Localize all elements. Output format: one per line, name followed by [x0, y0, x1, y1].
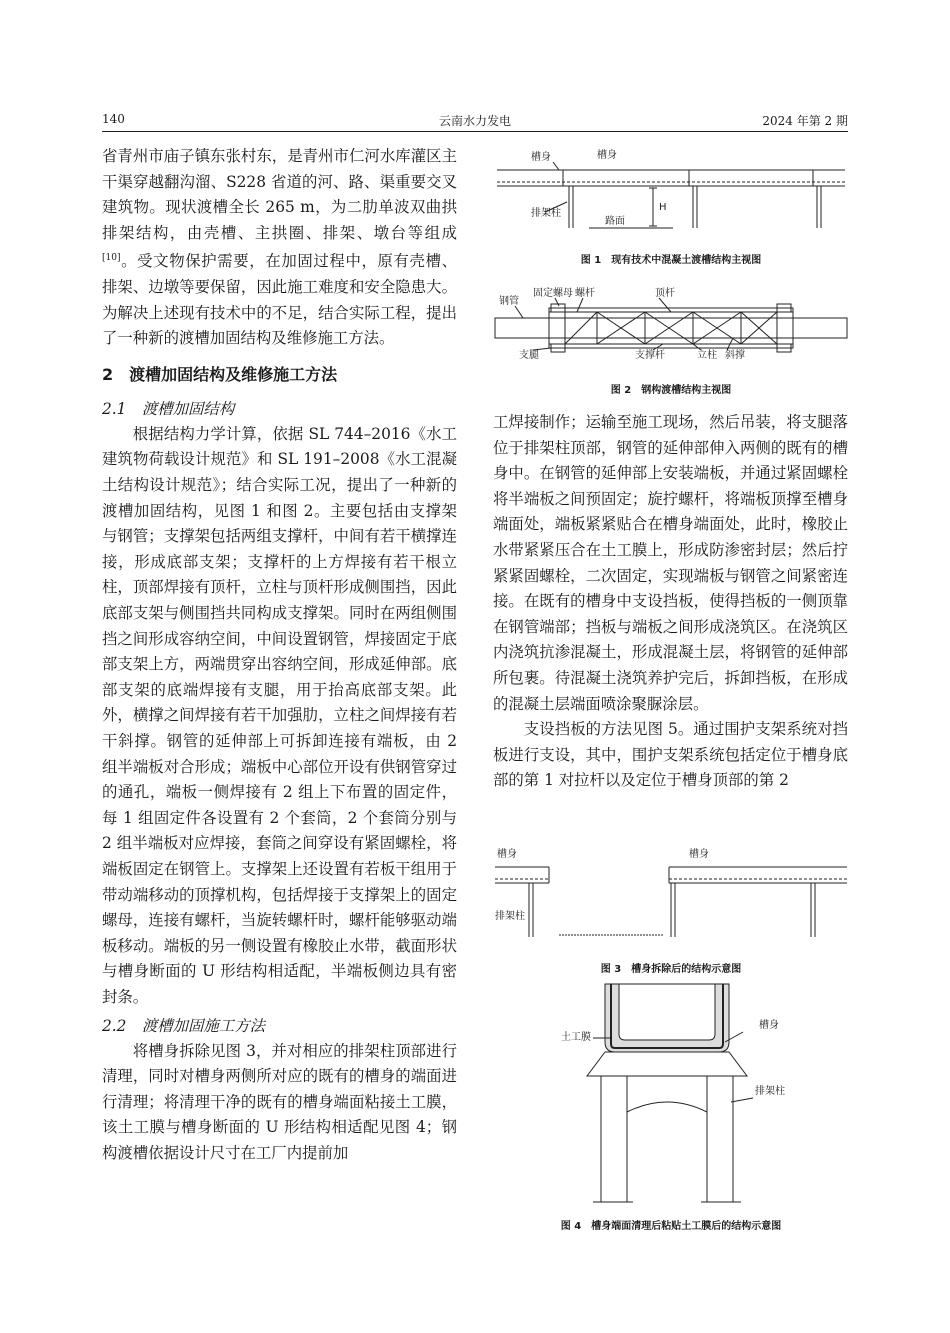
fig3-label-trough-left: 槽身	[497, 849, 517, 860]
figure-4-caption: 图 4 槽身端面清理后粘贴土工膜后的结构示意图	[560, 1221, 782, 1232]
figure-4	[493, 982, 849, 1210]
paragraph-structure: 根据结构力学计算，依据 SL 744–2016《水工建筑物荷载设计规范》和 SL 191–2008《水工混凝土结构设计规范》；结合实际工况，提出了一种新的渡槽加固结构，见图 1 和图 2。主要包括由支撑架与钢管；支撑架包括两组支撑杆，中间有若干横撑连接，形成底部支架；支撑杆的上方焊接有若干根立柱，顶部焊接有顶杆，立柱与顶杆形成侧围挡，因此底部支架与侧围挡共同构成支撑架。同时在两组侧围挡之间形成容纳空间，中间设置钢管，焊接固定于底部支架上方，两端贯穿出容纳空间，形成延伸部。底部支架的底端焊接有支腿，用于抬高底部支架。此外，横撑之间焊接有若干加强肋，立柱之间焊接有若干斜撑。钢管的延伸部上可拆卸连接有端板，由 2 组半端板对合形成；端板中心部位开设有供钢管穿过的通孔，端板一侧焊接有 2 组上下布置的固定件，每 1 组固定件各设置有 2 个套筒，2 个套筒分别与 2 组半端板对应焊接，套筒之间穿设有紧固螺栓，将端板固定在钢管上。支撑架上还设置有若板干组用于带动端移动的顶撑机构，包括焊接于支撑架上的固定螺母，连接有螺杆，当旋转螺杆时，螺杆能够驱动端板移动。端板的另一侧设置有橡胶止水带，截面形状与槽身断面的 U 形结构相适配，半端板侧边具有密封条。	[102, 424, 457, 1006]
fig1-label-trough: 槽身	[597, 150, 617, 161]
issue-label: 2024 年第 2 期	[762, 114, 848, 128]
header-rule	[102, 131, 848, 132]
fig1-label-trough-left: 槽身	[531, 152, 551, 163]
paragraph-method-cont: 工焊接制作；运输至施工现场，然后吊装，将支腿落位于排架柱顶部，钢管的延伸部伸入两侧的既有的槽身中。在钢管的延伸部上安装端板，并通过紧固螺栓将半端板之间预固定；旋拧螺杆，将端板顶撑至槽身端面处，端板紧紧贴合在槽身端面处，此时，橡胶止水带紧紧压合在土工膜上，形成防渗密封层；然后拧紧紧固螺栓，二次固定，实现端板与钢管之间紧密连接。在既有的槽身中支设挡板，使得挡板的一侧顶靠在钢管端部；挡板与端板之间形成浇筑区。在浇筑区内浇筑抗渗混凝土，形成混凝土层，将钢管的延伸部所包裹。待混凝土浇筑养护完后，拆卸挡板，在形成的混凝土层端面喷涂聚脲涂层。	[493, 413, 848, 713]
fig3-label-trough-right: 槽身	[689, 849, 709, 860]
fig2-label-top-bar: 顶杆	[655, 288, 675, 299]
figure-3	[493, 843, 849, 943]
reference-mark: [10]	[102, 253, 121, 264]
paragraph-baffle: 支设挡板的方法见图 5。通过围护支架系统对挡板进行支设，其中，围护支架系统包括定位于槽身底部的第 1 对拉杆以及定位于槽身顶部的第 2	[493, 720, 848, 790]
subsection-heading-2-1: 2.1 渡槽加固结构	[102, 399, 235, 418]
figure-2	[493, 282, 849, 372]
journal-name: 云南水力发电	[438, 114, 511, 128]
fig2-label-nut: 固定螺母	[533, 288, 573, 299]
left-column	[102, 144, 457, 1167]
section-heading-2: 2 渡槽加固结构及维修施工方法	[102, 364, 338, 384]
fig2-label-screw: 螺杆	[575, 288, 595, 299]
fig1-label-h: H	[659, 202, 667, 213]
figure-1	[493, 146, 849, 242]
fig2-label-leg: 支腿	[519, 350, 539, 361]
fig2-label-brace: 斜撑	[725, 350, 745, 361]
figure-3-caption: 图 3 槽身拆除后的结构示意图	[600, 964, 742, 975]
paragraph-intro: 省青州市庙子镇东张村东，是青州市仁河水库灌区主干渠穿越翻沟溜、S228 省道的河、路、渠重要交叉建筑物。现状渡槽全长 265 m，为二肋单波双曲拱排架结构，由壳槽、主拱圈、排架、墩台等组成[10]。受文物保护需要，在加固过程中，原有壳槽、排架、边墩等要保留，因此施工难度和安全隐患大。为解决上述现有技术中的不足，结合实际工程，提出了一种新的渡槽加固结构及维修施工方法。	[102, 147, 457, 348]
right-column	[493, 410, 848, 794]
fig1-label-column: 排架柱	[531, 208, 561, 219]
page-number: 140	[102, 112, 125, 126]
fig4-label-trough: 槽身	[759, 1020, 779, 1031]
fig2-label-strut: 支撑杆	[635, 350, 665, 361]
fig3-label-column: 排架柱	[495, 911, 525, 922]
paragraph-method: 将槽身拆除见图 3，并对相应的排架柱顶部进行清理，同时对槽身两侧所对应的既有的槽身的端面进行清理；将清理干净的既有的槽身端面粘接土工膜，该土工膜与槽身断面的 U 形结构相适配见图 4；钢构渡槽依据设计尺寸在工厂内提前加	[102, 1041, 457, 1162]
fig1-label-road: 路面	[605, 216, 625, 227]
fig2-label-post: 立柱	[697, 350, 717, 361]
figure-1-caption: 图 1 现有技术中混凝土渡槽结构主视图	[580, 255, 762, 266]
figure-2-caption: 图 2 钢构渡槽结构主视图	[610, 385, 732, 396]
fig4-label-column: 排架柱	[755, 1086, 785, 1097]
fig2-label-pipe: 钢管	[499, 296, 519, 307]
fig4-label-geomembrane: 土工膜	[561, 1032, 591, 1043]
subsection-heading-2-2: 2.2 渡槽加固施工方法	[102, 1016, 265, 1035]
